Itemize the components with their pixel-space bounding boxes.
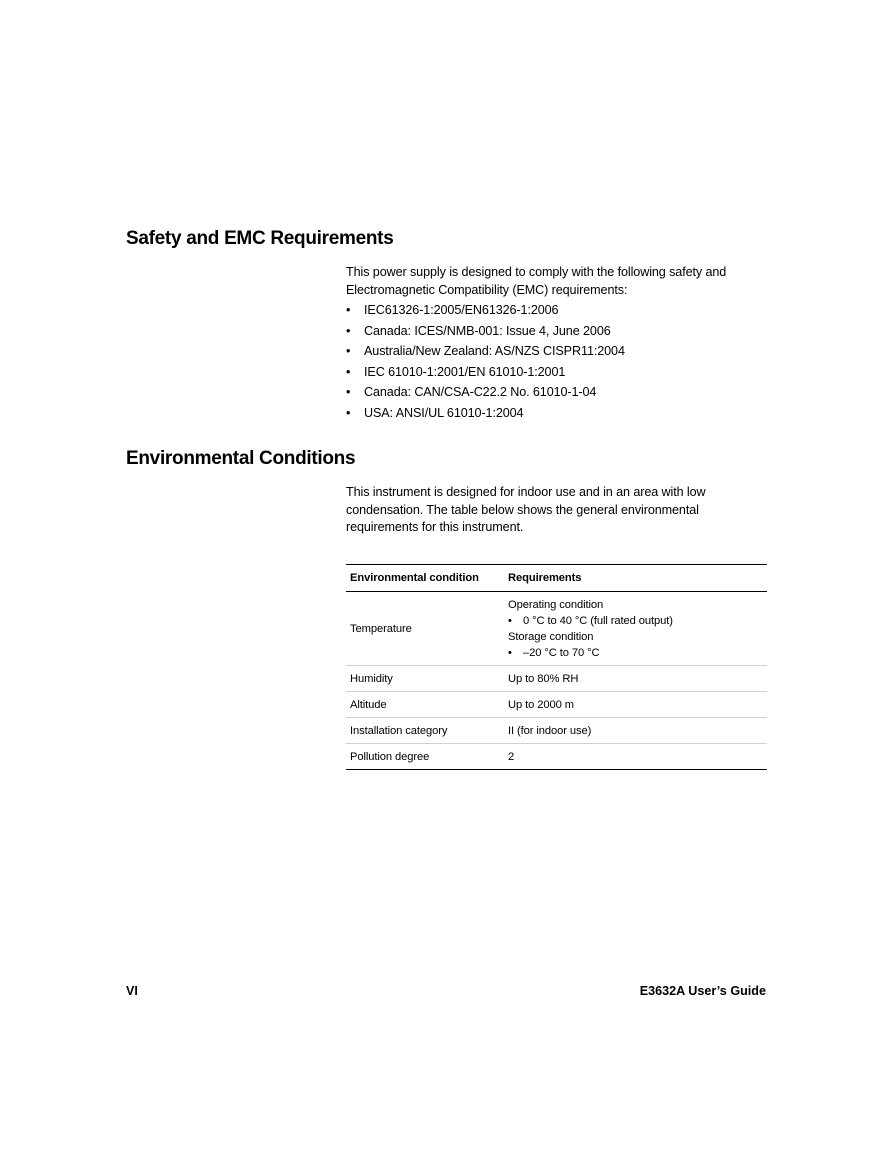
operating-condition-item (508, 613, 763, 629)
bullet: • (346, 323, 351, 338)
safety-intro-paragraph (346, 264, 766, 299)
bullet: • (508, 614, 512, 627)
requirement-text: IEC61326-1:2005/EN61326-1:2006 (364, 303, 559, 317)
requirement-cell: 2 (504, 744, 767, 770)
requirement-text: IEC 61010-1:2001/EN 61010-1:2001 (364, 364, 566, 379)
condition-cell: Temperature (346, 592, 504, 666)
table-row (346, 692, 767, 718)
table-row (346, 718, 767, 744)
safety-intro-line: This power supply is designed to comply with the following safety and (346, 265, 727, 279)
table-row (346, 744, 767, 770)
storage-condition-title: Storage condition (508, 630, 594, 643)
bullet: • (346, 405, 351, 420)
safety-intro-line: Electromagnetic Compatibility (EMC) requirements: (346, 282, 628, 297)
list-item (346, 363, 625, 384)
table-row (346, 592, 767, 666)
bullet: • (346, 344, 351, 359)
environmental-conditions-table (346, 564, 767, 770)
requirement-text: USA: ANSI/UL 61010-1:2004 (364, 405, 524, 420)
operating-condition-title: Operating condition (508, 598, 604, 611)
environment-intro-line: requirements for this instrument. (346, 520, 524, 534)
operating-condition-value: 0 °C to 40 °C (full rated output) (523, 614, 673, 627)
environment-intro-line: This instrument is designed for indoor use and in an area with low (346, 485, 706, 499)
safety-requirements-list (346, 301, 625, 425)
environmental-conditions-heading: Environmental Conditions (126, 448, 356, 469)
safety-emc-heading: Safety and EMC Requirements (126, 228, 394, 249)
requirement-cell (504, 592, 767, 666)
bullet: • (346, 385, 351, 400)
requirement-text: Australia/New Zealand: AS/NZS CISPR11:2004 (364, 344, 625, 359)
guide-title: E3632A User’s Guide (639, 984, 766, 998)
environment-intro-line: condensation. The table below shows the general environmental (346, 502, 699, 517)
list-item (346, 342, 625, 363)
column-header-requirements: Requirements (504, 565, 767, 592)
storage-condition-item (508, 645, 763, 661)
page-number: VI (126, 984, 138, 998)
bullet: • (346, 303, 351, 317)
requirement-cell: Up to 2000 m (504, 692, 767, 718)
list-item (346, 404, 625, 425)
environment-intro-paragraph (346, 484, 766, 537)
bullet: • (346, 364, 351, 379)
requirement-text: Canada: ICES/NMB-001: Issue 4, June 2006 (364, 323, 611, 338)
condition-cell: Humidity (346, 666, 504, 692)
table-header-row (346, 565, 767, 592)
list-item (346, 322, 625, 343)
requirement-cell: Up to 80% RH (504, 666, 767, 692)
storage-condition-value: –20 °C to 70 °C (523, 646, 600, 659)
list-item (346, 383, 625, 404)
temperature-requirements (508, 597, 763, 661)
list-item (346, 301, 625, 322)
condition-cell: Installation category (346, 718, 504, 744)
condition-cell: Pollution degree (346, 744, 504, 770)
column-header-condition: Environmental condition (346, 565, 504, 592)
requirement-text: Canada: CAN/CSA-C22.2 No. 61010-1-04 (364, 385, 597, 400)
condition-cell: Altitude (346, 692, 504, 718)
table-row (346, 666, 767, 692)
requirement-cell: II (for indoor use) (504, 718, 767, 744)
bullet: • (508, 646, 512, 659)
